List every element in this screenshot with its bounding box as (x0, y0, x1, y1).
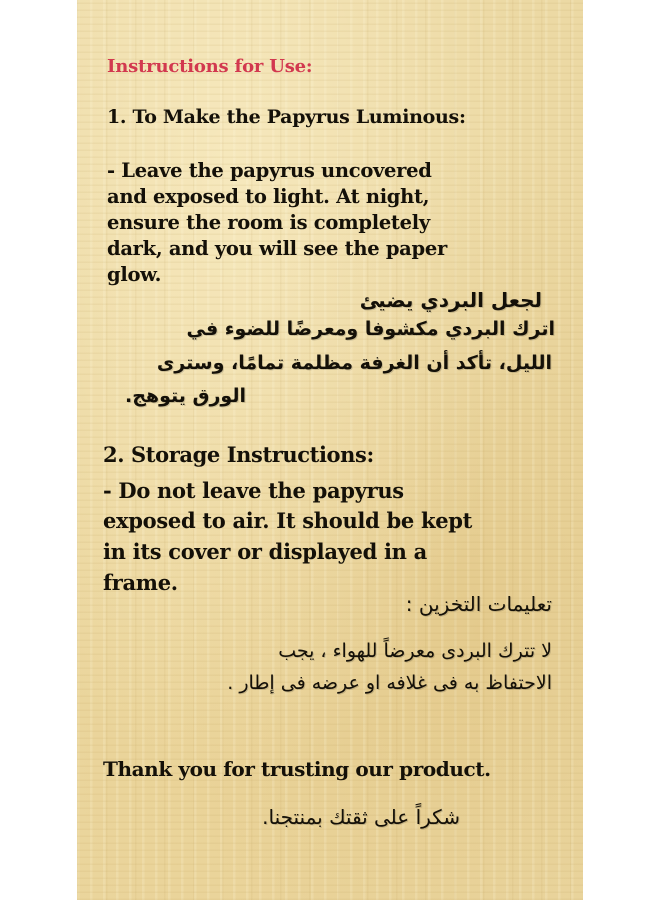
section1-arabic-heading: لجعل البردي يضيئ (359, 288, 542, 312)
section1-heading: 1. To Make the Papyrus Luminous: (107, 106, 466, 128)
section1-text-line: ensure the room is completely (107, 211, 430, 234)
section1-text-line: - Leave the papyrus uncovered (107, 159, 432, 182)
document-title: Instructions for Use: (107, 56, 313, 77)
section1-text-line: and exposed to light. At night, (107, 185, 430, 208)
section1-arabic-line: الورق يتوهج. (125, 385, 246, 407)
section1-text-line: dark, and you will see the paper (107, 237, 447, 260)
section1-text-line: glow. (107, 263, 162, 286)
section2-text-line: - Do not leave the papyrus (103, 478, 404, 503)
section2-arabic-heading: تعليمات التخزين : (405, 592, 552, 616)
section1-arabic-line: الليل، تأكد أن الغرفة مظلمة تمامًا، وسترى (156, 352, 552, 374)
section2-text-line: exposed to air. It should be kept (103, 508, 473, 533)
section1-arabic-line: اترك البردي مكشوفا ومعرضًا للضوء في (186, 318, 555, 340)
section2-arabic-line: لا تترك البردى معرضاً للهواء ، يجب (278, 640, 552, 662)
section2-heading: 2. Storage Instructions: (103, 442, 374, 467)
section2-text-line: in its cover or displayed in a (103, 539, 427, 564)
section2-text-line: frame. (103, 570, 178, 595)
section2-arabic-line: الاحتفاظ به فى غلافه او عرضه فى إطار . (227, 672, 552, 694)
closing-thanks-english: Thank you for trusting our product. (103, 757, 491, 781)
closing-thanks-arabic: شكراً على ثقتك بمنتجنا. (262, 805, 460, 829)
